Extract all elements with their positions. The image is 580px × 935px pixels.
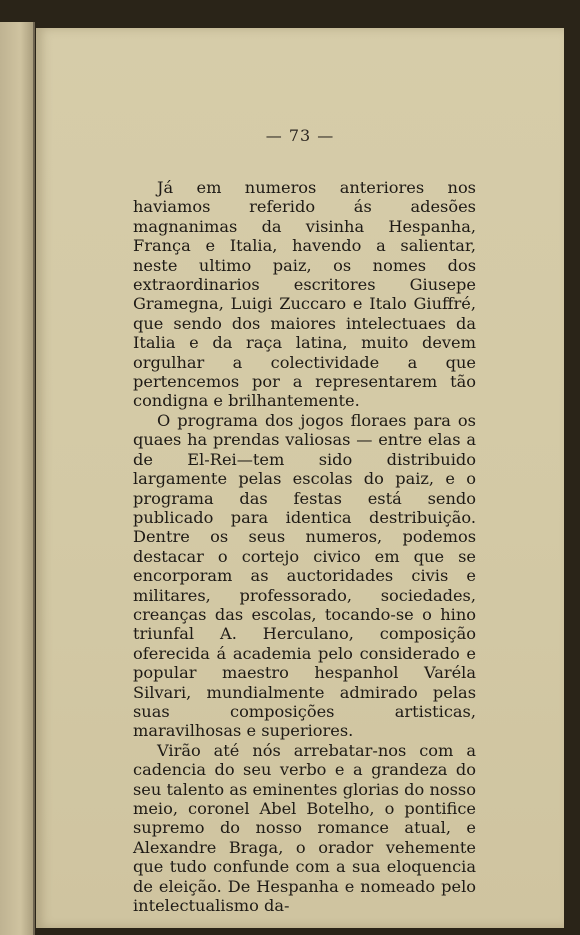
book-gutter <box>33 22 35 935</box>
paragraph-2: O programa dos jogos floraes para os quaes ha prendas valiosas — entre elas a de El-Rei—tem sido distribuido largamente pelas escolas do paiz, e o programa das festas está sendo publicado para identica destribuição. Dentre os seus numeros, podemos destacar o cortejo civico em que se encorporam as auctoridades civis e militares, professorado, sociedades, creanças das escolas, tocando-se o hino triunfal A. Herculano, composição oferecida á academia pelo considerado e popular maestro hespanhol Varéla Silvari, mundialmente admirado pelas suas composições artisticas, maravilhosas e superiores. <box>133 410 476 741</box>
paragraph-1: Já em numeros anteriores nos haviamos referido ás adesões magnanimas da visinha Hespanha, França e Italia, havendo a salientar, neste ultimo paiz, os nomes dos extraordinarios escritores Giusepe Gramegna, Luigi Zuccaro e Italo Giuffré, que sendo dos maiores intelectuaes da Italia e da raça latina, muito devem orgulhar a colectividade a que pertencemos por a representarem tão condigna e brilhantemente. <box>133 178 476 411</box>
page-number: — 73 — <box>265 126 335 145</box>
paragraph-3: Virão até nós arrebatar-nos com a cadencia do seu verbo e a grandeza do seu talento as eminentes glorias do nosso meio, coronel Abel Botelho, o pontifice supremo do nosso romance atual, e Alexandre Braga, o orador vehemente que tudo confunde com a sua eloquencia de eleição. De Hespanha e nomeado pelo intelectualismo da- <box>133 740 476 916</box>
body-text <box>133 178 476 915</box>
facing-page-edge <box>0 22 34 935</box>
book-page <box>36 28 564 928</box>
